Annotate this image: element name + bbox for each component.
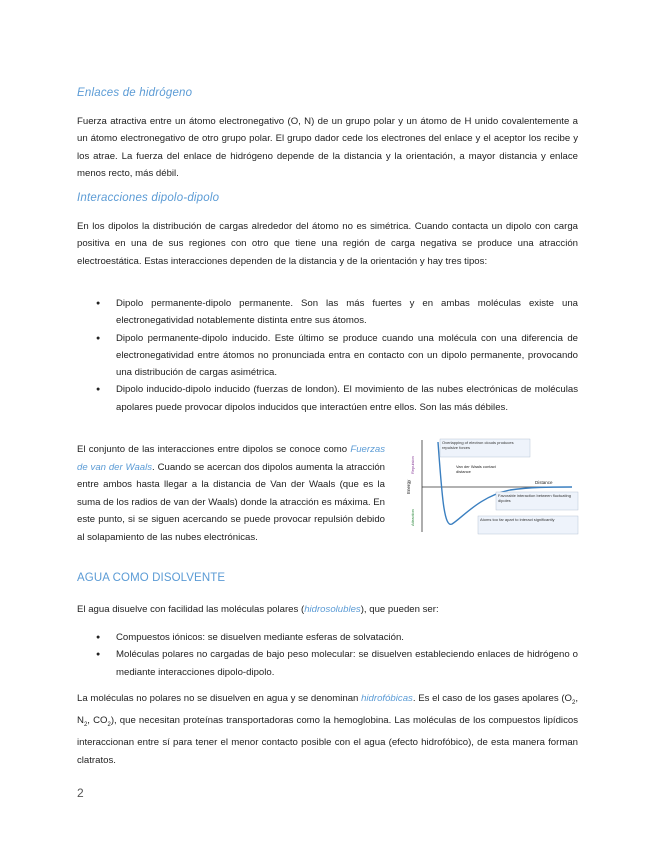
van-der-waals-energy-figure bbox=[400, 436, 580, 536]
paragraph-agua-intro bbox=[77, 601, 578, 618]
p2-text-e: ), que necesitan proteínas transportadoras como la hemoglobina. Las moléculas de los compuestos lipídicos interaccionan entre sí para tener el menor contacto posible con el agua (efecto hidrofóbico), de esta manera forman clatratos. bbox=[77, 715, 578, 766]
page-number: 2 bbox=[77, 786, 84, 800]
dipole-types-list bbox=[77, 295, 578, 416]
list-item: ● Compuestos iónicos: se disuelven mediante esferas de solvatación. bbox=[77, 629, 578, 646]
intro-text-before: El agua disuelve con facilidad las moléculas polares ( bbox=[77, 604, 305, 615]
subscript: 2 bbox=[107, 722, 111, 729]
heading-interacciones-dipolo: Interacciones dipolo-dipolo bbox=[77, 192, 220, 204]
vdw-text-after: . Cuando se acercan dos dipolos aumenta la atracción entre ambos hasta llegar a la distancia de Van der Waals (que es la suma de los radios de van der Waals) donde la atracción es máxima. En este punto, si se siguen acercando se puede provocar repulsión debido al solapamiento de las nubes electrónicas. bbox=[77, 461, 385, 543]
subscript: 2 bbox=[571, 699, 576, 706]
repulsion-label: Repulsion bbox=[410, 456, 415, 474]
p2-text-b: . Es el caso de los gases apolares (O bbox=[412, 693, 572, 704]
heading-agua-disolvente: AGUA COMO DISOLVENTE bbox=[77, 572, 226, 584]
p2-text-c: , N bbox=[77, 693, 578, 727]
p2-term: hidrofóbicas bbox=[361, 693, 413, 704]
paragraph-van-der-waals bbox=[77, 441, 385, 547]
attraction-label: Attraction bbox=[410, 509, 415, 526]
list-item: ● Dipolo permanente-dipolo inducido. Este último se produce cuando una molécula con una diferencia de electronegatividad entre átomos no pronunciada entra en contacto con un dipolo permanente, provocando una distribución de cargas asimétrica. bbox=[77, 330, 578, 382]
intro-term: hidrosolubles bbox=[304, 604, 361, 615]
note-top: Overlapping of electron clouds produces repulsive forces bbox=[442, 440, 514, 450]
note-right: Favorable interaction between fluctuating dipoles bbox=[498, 493, 571, 503]
paragraph-hidrofobicas bbox=[77, 690, 578, 769]
vdw-text-before: El conjunto de las interacciones entre dipolos se conoce como bbox=[77, 444, 351, 455]
p2-text-a: La moléculas no polares no se disuelven en agua y se denominan bbox=[77, 693, 362, 704]
soluble-types-list bbox=[77, 629, 578, 681]
p2-text-d: , CO bbox=[87, 715, 108, 727]
distance-label: Distance bbox=[535, 480, 553, 485]
intro-text-after: ), que pueden ser: bbox=[360, 604, 439, 615]
note-bottom: Atoms too far apart to interact significantly bbox=[480, 517, 555, 522]
y-axis-label: Energy bbox=[406, 479, 411, 494]
vdw-term: Fuerzas de van der Waals bbox=[77, 444, 385, 473]
subscript: 2 bbox=[83, 722, 88, 729]
vdw-contact-label: Van der Waals contact distance bbox=[456, 464, 496, 474]
list-item: ● Dipolo inducido-dipolo inducido (fuerzas de london). El movimiento de las nubes electrónicas de moléculas apolares puede provocar dipolos inducidos que interactúen entre ellos. Son las más débiles. bbox=[77, 381, 578, 416]
heading-enlaces-hidrogeno: Enlaces de hidrógeno bbox=[77, 87, 193, 99]
list-item: ● Dipolo permanente-dipolo permanente. Son las más fuertes y en ambas moléculas existe una electronegatividad notablemente distinta entre sus átomos. bbox=[77, 295, 578, 330]
paragraph-enlaces-hidrogeno: Fuerza atractiva entre un átomo electronegativo (O, N) de un grupo polar y un átomo de H unido covalentemente a un átomo electronegativo de otro grupo polar. El grupo dador cede los electrones del enlace y el aceptor los recibe y los atrae. La fuerza del enlace de hidrógeno depende de la distancia y la orientación, a mayor distancia y enlace menos recto, más débil. bbox=[77, 116, 578, 179]
list-item: ● Moléculas polares no cargadas de bajo peso molecular: se disuelven estableciendo enlaces de hidrógeno o mediante interacciones dipolo-dipolo. bbox=[77, 646, 578, 681]
paragraph-dipolos: En los dipolos la distribución de cargas alrededor del átomo no es simétrica. Cuando contacta un dipolo con carga positiva en una de sus regiones con otro que tiene una región de carga negativa se produce una atracción electroestática. Estas interacciones dependen de la distancia y de la orientación y hay tres tipos: bbox=[77, 221, 578, 267]
